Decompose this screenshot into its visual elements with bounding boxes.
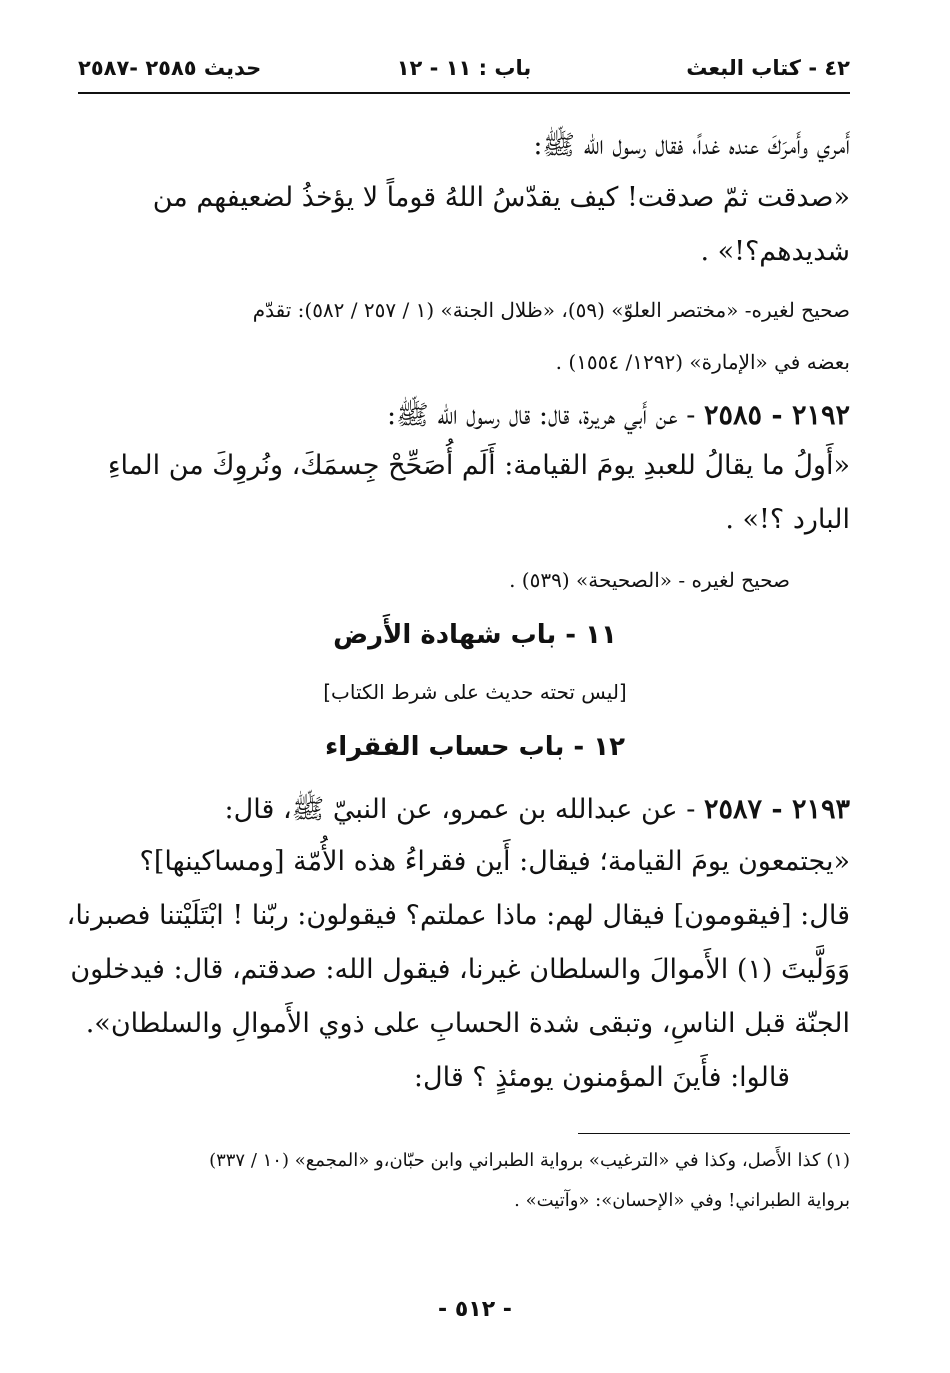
section-11-note: [ليس تحته حديث على شرط الكتاب]: [323, 680, 627, 704]
hadith-2192-isnad: - عن أَبي هريرة، قال: قال رسول الله ﷺ:: [387, 400, 704, 431]
grading-line-1: صحيح لغيره- «مختصر العلوّ» (٥٩)، «ظلال الجنة» (١ / ٢٥٧ / ٥٨٢): تقدّم: [252, 298, 850, 322]
header-book-title: ٤٢ - كتاب البعث: [686, 56, 850, 80]
grading-line-2: بعضه في «الإمارة» (١٢٩٢/ ١٥٥٤) .: [555, 350, 850, 374]
hadith-2193-isnad: - عن عبدالله بن عمرو، عن النبيّ ﷺ، قال:: [224, 794, 704, 825]
text-line-2: «صدقت ثمّ صدقت! كيف يقدّسُ اللهُ قوماً لا يؤخذُ لضعيفهم من: [152, 182, 850, 213]
footnote-line-2: برواية الطبراني! وفي «الإحسان»: «وآتيت» .: [514, 1190, 850, 1211]
hadith-2193-number: ٢١٩٣ - ٢٥٨٧: [703, 794, 850, 825]
text-line-16: «يجتمعون يومَ القيامة؛ فيقال: أَين فقراءُ هذه الأُمّة [ومساكينها]؟: [139, 846, 850, 877]
hadith-2192-number: ٢١٩٢ - ٢٥٨٥: [703, 400, 850, 431]
section-heading-11: ١١ - باب شهادة الأَرض: [333, 620, 617, 650]
text-line-1: أَمري وأَمرَكَ عنده غداً، فقال رسول الله ﷺ:: [533, 130, 850, 161]
text-line-20: قالوا: فأَينَ المؤمنون يومئذٍ ؟ قال:: [413, 1062, 790, 1093]
header-hadith-range: حديث ٢٥٨٥ -٢٥٨٧: [78, 56, 262, 80]
text-line-8: البارد ؟!» .: [725, 504, 850, 535]
running-header: [78, 50, 850, 90]
hadith-2192-intro: [387, 398, 850, 438]
grading-line-3: صحيح لغيره - «الصحيحة» (٥٣٩) .: [509, 568, 790, 592]
page-number: - ٥١٢ -: [438, 1297, 512, 1322]
text-line-7: «أَولُ ما يقالُ للعبدِ يومَ القيامة: أَلَم أُصَحِّحْ جِسمَكَ، ونُروِكَ من الماءِ: [107, 450, 850, 481]
header-chapter-range: باب : ١١ - ١٢: [396, 56, 532, 80]
header-divider: [78, 92, 850, 94]
section-heading-12: ١٢ - باب حساب الفقراء: [325, 732, 625, 762]
text-line-17: قال: [فيقومون] فيقال لهم: ماذا عملتم؟ فيقولون: ربّنا ! ابْتَلَيْتنا فصبرنا،: [66, 900, 850, 931]
hadith-2193-intro: [225, 792, 850, 832]
text-line-3: شديدهم؟!» .: [700, 236, 850, 267]
text-line-18: وَوَلَّيتَ (١) الأَموالَ والسلطان غيرنا، فيقول الله: صدقتم، قال: فيدخلون: [70, 954, 850, 985]
footnote-line-1: (١) كذا الأَصل، وكذا في «الترغيب» برواية الطبراني وابن حبّان،و «المجمع» (١٠ / ٣٣٧): [209, 1150, 850, 1171]
text-line-19: الجنّة قبل الناسِ، وتبقى شدة الحسابِ على ذوي الأَموالِ والسلطان».: [85, 1008, 850, 1039]
footnote-divider: [578, 1133, 850, 1134]
